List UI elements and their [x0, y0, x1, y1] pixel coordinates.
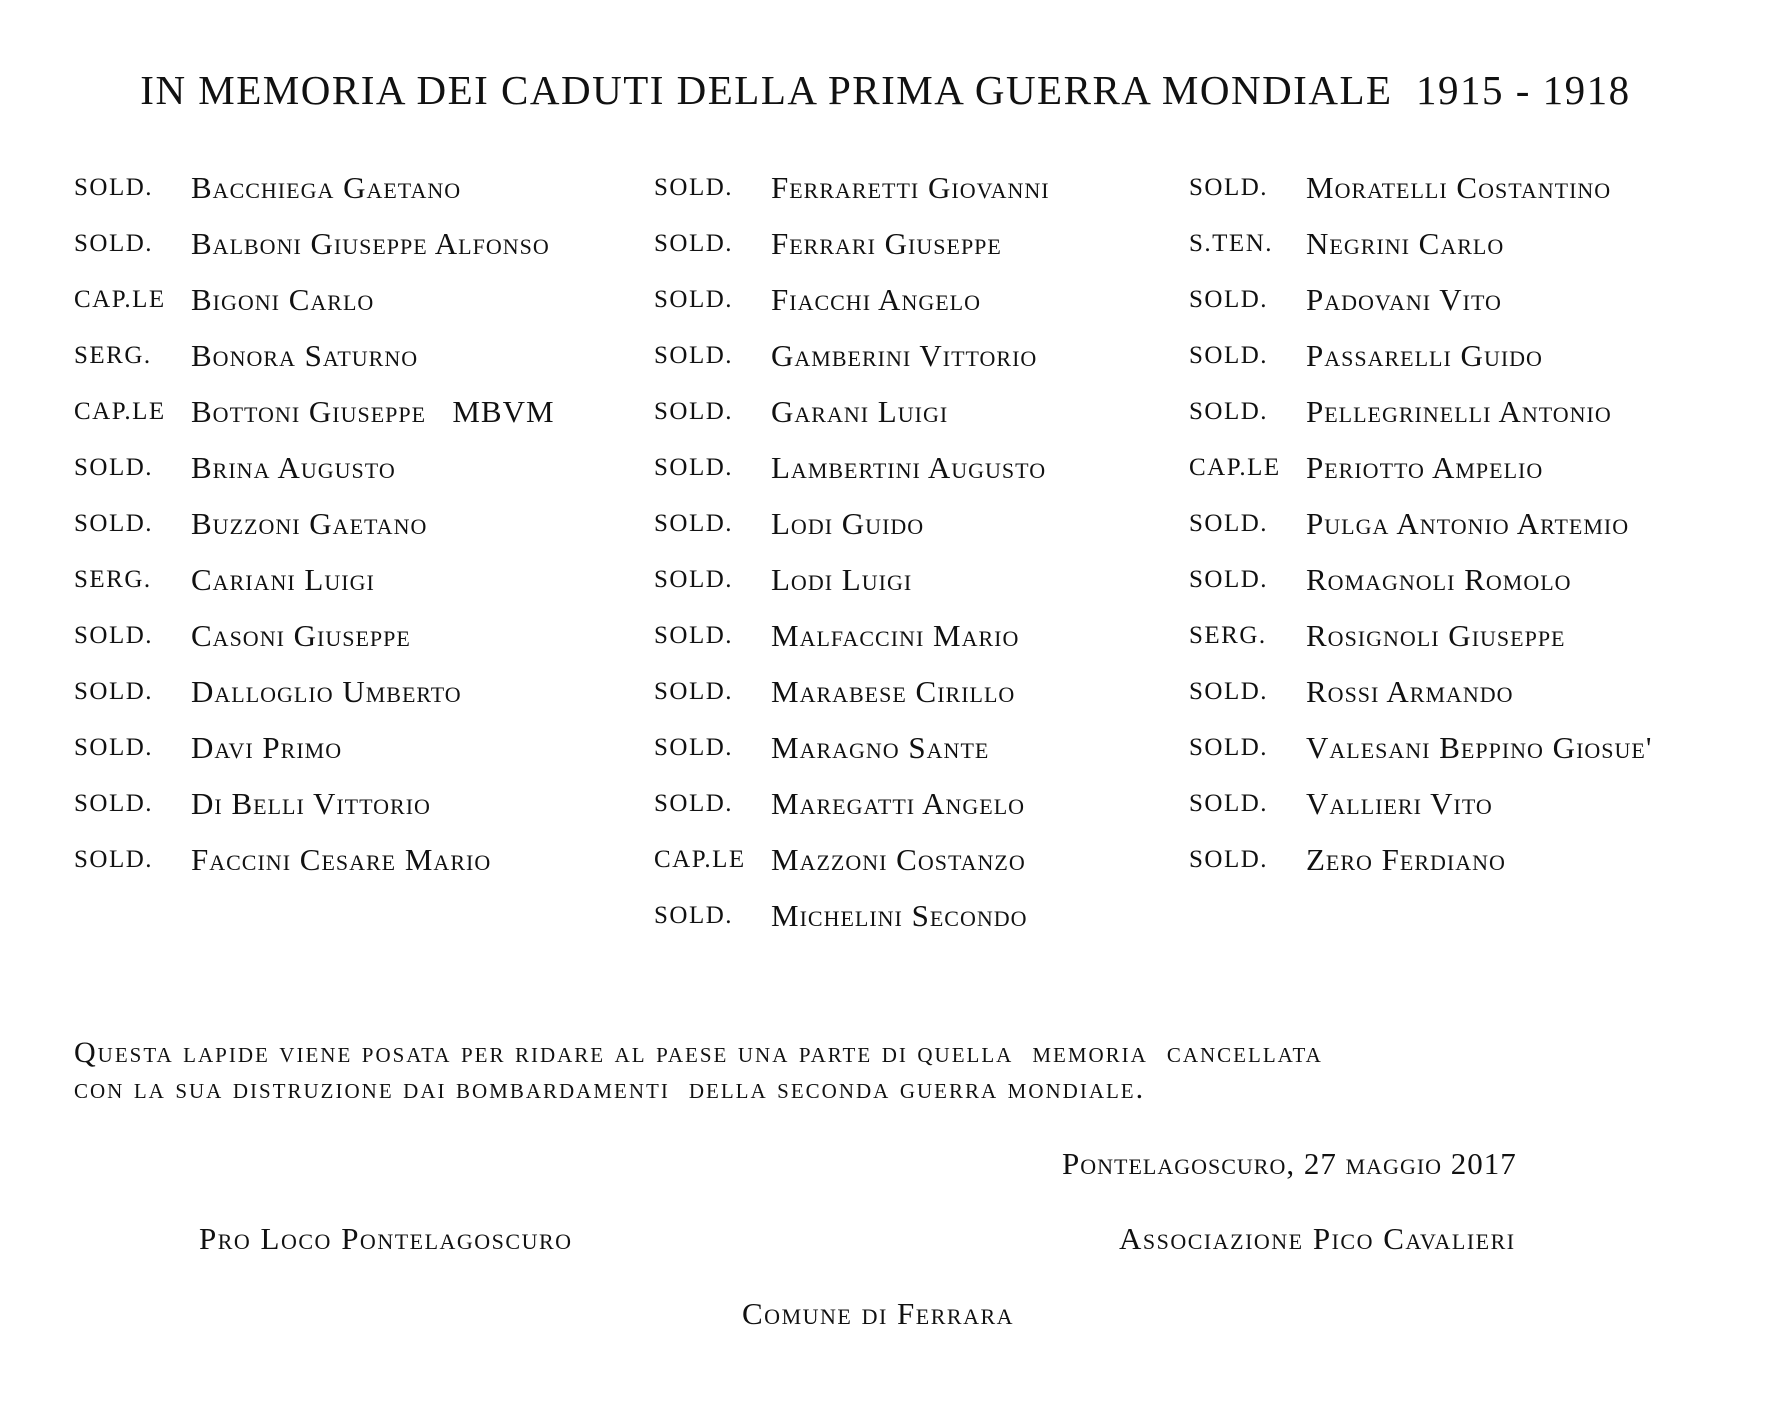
- rank-label: CAP.LE: [1189, 454, 1281, 481]
- rank-label: SOLD.: [74, 454, 154, 481]
- fallen-name: Bottoni Giuseppe MBVM: [191, 394, 555, 429]
- fallen-name: Romagnoli Romolo: [1306, 562, 1572, 597]
- rank-label: SOLD.: [654, 342, 734, 369]
- fallen-name: Vallieri Vito: [1306, 786, 1493, 821]
- fallen-name: Balboni Giuseppe Alfonso: [191, 226, 550, 261]
- fallen-name: Bacchiega Gaetano: [191, 170, 462, 205]
- fallen-name: Negrini Carlo: [1306, 226, 1505, 261]
- fallen-name: Gamberini Vittorio: [771, 338, 1038, 373]
- fallen-name: Davi Primo: [191, 730, 343, 765]
- fallen-name: Cariani Luigi: [191, 562, 375, 597]
- signatory-comune: Comune di Ferrara: [742, 1296, 1015, 1331]
- names-column-3: [1189, 170, 1653, 901]
- fallen-name: Padovani Vito: [1306, 282, 1502, 317]
- rank-label: SOLD.: [74, 678, 154, 705]
- fallen-name: Ferraretti Giovanni: [771, 170, 1050, 205]
- rank-label: SOLD.: [654, 734, 734, 761]
- rank-label: SOLD.: [1189, 734, 1269, 761]
- rank-label: SOLD.: [74, 734, 154, 761]
- rank-label: SOLD.: [1189, 174, 1269, 201]
- fallen-name: Maragno Sante: [771, 730, 990, 765]
- fallen-name: Ferrari Giuseppe: [771, 226, 1002, 261]
- place-and-date: Pontelagoscuro, 27 maggio 2017: [1062, 1146, 1517, 1181]
- rank-label: SOLD.: [654, 902, 734, 929]
- rank-label: CAP.LE: [654, 846, 746, 873]
- fallen-name: Moratelli Costantino: [1306, 170, 1612, 205]
- rank-label: SOLD.: [654, 566, 734, 593]
- fallen-name: Buzzoni Gaetano: [191, 506, 428, 541]
- signatory-associazione: Associazione Pico Cavalieri: [1119, 1221, 1516, 1256]
- fallen-name: Lodi Luigi: [771, 562, 913, 597]
- names-column-2: [654, 170, 1050, 957]
- fallen-name: Rossi Armando: [1306, 674, 1514, 709]
- fallen-name: Garani Luigi: [771, 394, 949, 429]
- fallen-name: Periotto Ampelio: [1306, 450, 1544, 485]
- rank-label: SOLD.: [1189, 398, 1269, 425]
- rank-label: SOLD.: [654, 174, 734, 201]
- rank-label: SOLD.: [1189, 678, 1269, 705]
- fallen-name: Zero Ferdiano: [1306, 842, 1506, 877]
- rank-label: SOLD.: [74, 790, 154, 817]
- rank-label: SOLD.: [74, 230, 154, 257]
- fallen-name: Di Belli Vittorio: [191, 786, 431, 821]
- fallen-name: Dalloglio Umberto: [191, 674, 462, 709]
- fallen-name: Brina Augusto: [191, 450, 396, 485]
- fallen-name: Pellegrinelli Antonio: [1306, 394, 1612, 429]
- fallen-name: Bonora Saturno: [191, 338, 419, 373]
- fallen-name: Casoni Giuseppe: [191, 618, 411, 653]
- dedication-line-1: Questa lapide viene posata per ridare al paese una parte di quella memoria cancellata: [74, 1036, 1323, 1069]
- rank-label: SOLD.: [654, 454, 734, 481]
- fallen-name: Michelini Secondo: [771, 898, 1028, 933]
- rank-label: SOLD.: [1189, 510, 1269, 537]
- names-column-1: [74, 170, 555, 901]
- fallen-name: Marabese Cirillo: [771, 674, 1016, 709]
- fallen-name: Pulga Antonio Artemio: [1306, 506, 1630, 541]
- fallen-name: Passarelli Guido: [1306, 338, 1543, 373]
- fallen-name: Lodi Guido: [771, 506, 925, 541]
- fallen-name: Mazzoni Costanzo: [771, 842, 1026, 877]
- rank-label: SOLD.: [74, 510, 154, 537]
- rank-label: CAP.LE: [74, 398, 166, 425]
- rank-label: S.TEN.: [1189, 230, 1273, 257]
- rank-label: SOLD.: [1189, 286, 1269, 313]
- fallen-name: Faccini Cesare Mario: [191, 842, 492, 877]
- rank-label: SOLD.: [1189, 342, 1269, 369]
- rank-label: SOLD.: [74, 846, 154, 873]
- fallen-name: Maregatti Angelo: [771, 786, 1026, 821]
- rank-label: SERG.: [74, 566, 152, 593]
- dedication-note: [74, 1035, 1323, 1107]
- fallen-name: Bigoni Carlo: [191, 282, 375, 317]
- fallen-name: Valesani Beppino Giosue': [1306, 730, 1653, 765]
- rank-label: SOLD.: [654, 230, 734, 257]
- rank-label: SERG.: [1189, 622, 1267, 649]
- rank-label: SOLD.: [74, 622, 154, 649]
- dedication-line-2: con la sua distruzione dai bombardamenti della seconda guerra mondiale.: [74, 1072, 1146, 1105]
- rank-label: SOLD.: [1189, 566, 1269, 593]
- rank-label: CAP.LE: [74, 286, 166, 313]
- fallen-name: Malfaccini Mario: [771, 618, 1020, 653]
- rank-label: SOLD.: [654, 622, 734, 649]
- rank-label: SOLD.: [654, 398, 734, 425]
- fallen-name: Rosignoli Giuseppe: [1306, 618, 1566, 653]
- rank-label: SERG.: [74, 342, 152, 369]
- rank-label: SOLD.: [654, 286, 734, 313]
- rank-label: SOLD.: [1189, 846, 1269, 873]
- signatory-pro-loco: Pro Loco Pontelagoscuro: [199, 1221, 573, 1256]
- rank-label: SOLD.: [654, 790, 734, 817]
- fallen-name: Fiacchi Angelo: [771, 282, 981, 317]
- memorial-title: IN MEMORIA DEI CADUTI DELLA PRIMA GUERRA MONDIALE 1915 - 1918: [140, 67, 1631, 113]
- rank-label: SOLD.: [654, 510, 734, 537]
- rank-label: SOLD.: [1189, 790, 1269, 817]
- rank-label: SOLD.: [74, 174, 154, 201]
- fallen-name: Lambertini Augusto: [771, 450, 1047, 485]
- rank-label: SOLD.: [654, 678, 734, 705]
